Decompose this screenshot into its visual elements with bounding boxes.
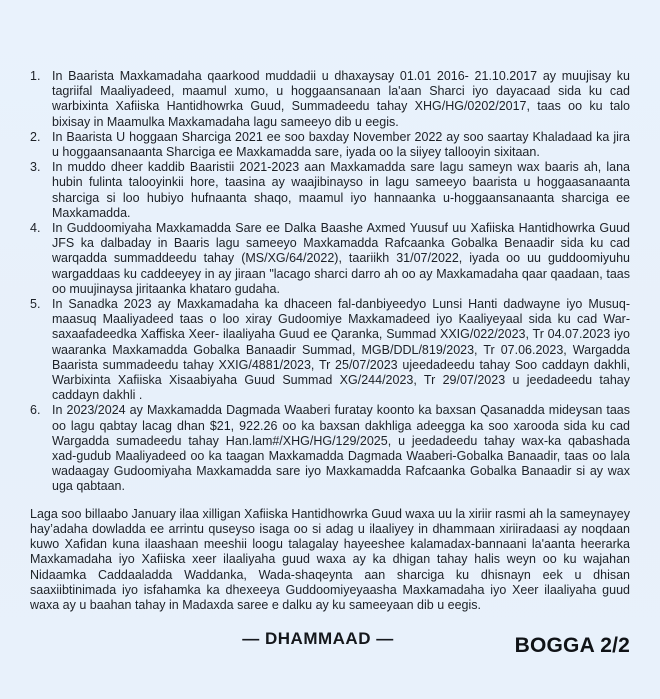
finding-text: In Sanadka 2023 ay Maxkamadaha ka dhaceen fal-danbiyeedyo Lunsi Hanti dadwayne iyo Musuq-maasuq Maaliyadeed taas o loo xiray Gudoomiye Maxkamadeed iyo Kaaliyeyaal sida ku cad War-saxaafadeedka Xaffiska Xeer- ilaaliyaha Guud ee Qaranka, Summad XXIG/022/2023, Tr 04.07.2023 iyo waaranka Maxkamadda Gobalka Banaadir Summad, MGB/DDL/819/2023, Tr 07.06.2023, Wargadda Baarista summadeedu tahay XXIG/4881/2023, Tr 25/07/2023 ujeedadeedu tahay Soo caddayn dakhli, Warbixinta Xafiiska Xisaabiyaha Guud Summad XG/244/2023, Tr 29/07/2023 u jeedadeedu tahay caddayn dakhli . xyxy=(52,297,630,403)
finding-item-3 xyxy=(30,160,630,221)
finding-text: In Guddoomiyaha Maxkamadda Sare ee Dalka Baashe Axmed Yuusuf uu Xafiiska Hantidhowrka Guud JFS ka dalbaday in Baaris lagu sameeyo Maxkamadda Rafcaanka Gobalka Benaadir sida ku cad warqadda summaddeedu tahay (MS/XG/64/2022), taariikh 31/07/2022, iyada oo uu guddoomiyuhu wargaddaas ku caddeeyey in ay jiraan "lacago sharci darro ah oo ay Maxkamadaha qaar qaadaan, taas oo muujinaysa jiritaanka khataro gudaha. xyxy=(52,221,630,296)
finding-text: In Baarista U hoggaan Sharciga 2021 ee soo baxday November 2022 ay soo saartay Khaladaad ka jira u hoggaansanaanta Sharciga ee Maxkamadda sare, iyada oo la siiyey tallooyin sixitaan. xyxy=(52,129,630,160)
finding-number: 4. xyxy=(30,221,41,236)
finding-text: In 2023/2024 ay Maxkamadda Dagmada Waaberi furatay koonto ka baxsan Qasanadda mideysan taas oo lagu qabtay lacag dhan $21, 922.26 oo ka baxsan dakhliga adeegga ka soo xarooda sida ku cad Wargadda sumadeedu tahay Han.lam#/XHG/HG/129/2025, u jeedadeedu tahay wax-ka qabashada xad-gudub Maaliyadeed oo ka taagan Maxkamadda Dagmada Waaberi-Gobalka Banaadir, taas oo lala wadaagay Gudoomiyaha Maxkamadda sare iyo Maxkamadda Rafcaanka Gobalka Banaadir si ay wax uga qabtaan. xyxy=(52,403,630,494)
finding-item-2 xyxy=(30,130,630,160)
finding-number: 1. xyxy=(30,69,41,83)
finding-item-6 xyxy=(30,403,630,494)
finding-item-5 xyxy=(30,297,630,403)
finding-number: 3. xyxy=(30,160,41,175)
finding-number: 6. xyxy=(30,403,41,418)
finding-item-4 xyxy=(30,221,630,297)
closing-paragraph: Laga soo billaabo January ilaa xilligan Xafiiska Hantidhowrka Guud waxa uu la xiriir rasmi ah la sameynayey hay’adaha dowladda ee arrintu quseyso isaga oo si adag u ilaaliyey in dhammaan xiriiradaasi ay noqdaan kuwo Xafidan kuna ilaashaan meeshii loogu talagalay hayeeshee kalamadax-bannaani la'aanta heerarka Maxkamadaha iyo Xafiiska xeer ilaaliyaha guud waxa ay ka dhigan tahay halis weyn oo ku wajahan Nidaamka Caddaaladda Waddanka, Wada-shaqeynta aan sharciga ku dhisnayn eek u dhisan saaxiibtinimada iyo isfahamka ka dhexeeya Guddoomiyeyaasha Maxkamadaha iyo Xeer ilaaliyaha guud waxa ay u baahan tahay in Madaxda saree e dalku ay ku sameeyaan dib u eegis. xyxy=(30,506,630,612)
report-body xyxy=(30,69,630,613)
finding-number: 2. xyxy=(30,129,41,144)
end-marker: — DHAMMAAD — xyxy=(242,629,394,648)
page-number-label: BOGGA 2/2 xyxy=(514,634,630,657)
finding-item-1 xyxy=(30,69,630,130)
finding-number: 5. xyxy=(30,297,41,312)
finding-text: In Baarista Maxkamadaha qaarkood muddadii u dhaxaysay 01.01 2016- 21.10.2017 ay muujisay ku tagriifal Maaliyadeed, maamul xumo, u hoggaansanaan la'aan Sharci iyo dayacaad sida ku cad warbixinta Xafiiska Hantidhowrka Guud, Summadeedu tahay XHG/HG/0202/2017, taas oo ku talo bixisay in Maamulka Maxkamadaha lagu sameeyo dib u eegis. xyxy=(52,69,630,129)
finding-text: In muddo dheer kaddib Baaristii 2021-2023 aan Maxkamadda sare lagu sameyn wax baaris ah, lana hubin fulinta talooyinkii hore, taasina ay waajibinayso in lagu sameeyo baarista u hoggaasanaanta sharciga si loo hubiyo hufnaanta shaqo, maamul iyo hannaanka u-hoggaansanaanta sharciga ee Maxkamadda. xyxy=(52,160,630,220)
